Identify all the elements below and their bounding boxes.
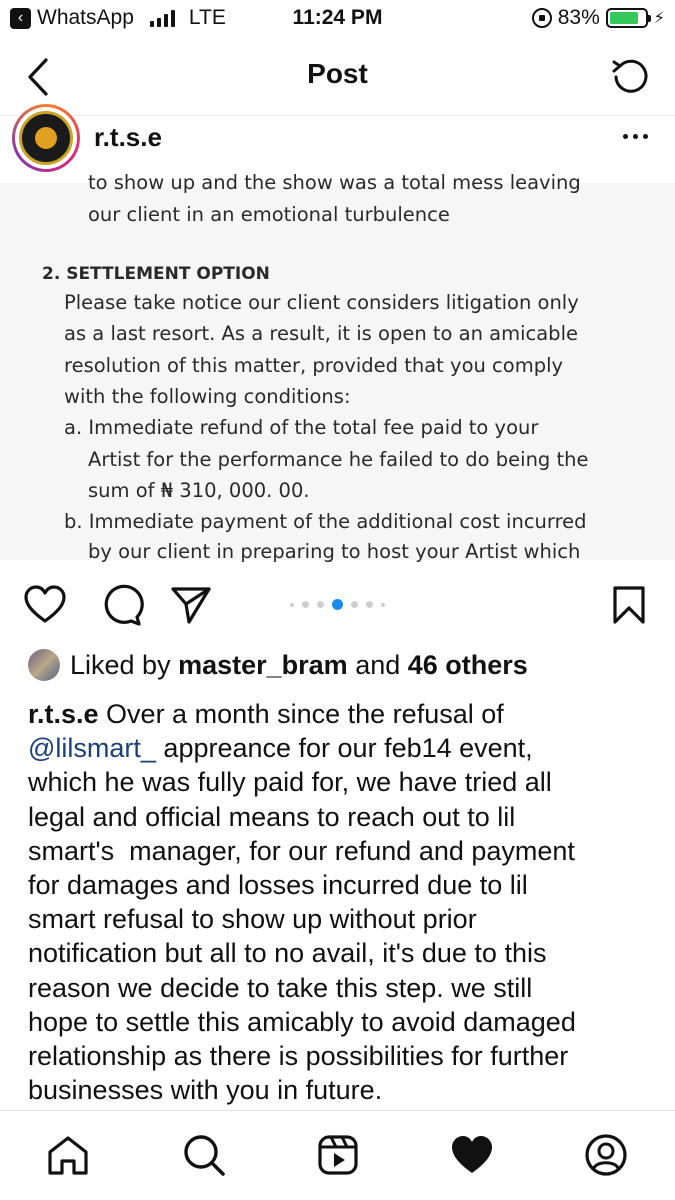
comment-button[interactable] [98, 582, 144, 628]
refresh-icon [610, 57, 650, 97]
orientation-lock-icon [532, 8, 552, 28]
back-app-label: WhatsApp [37, 6, 134, 29]
carousel-dot [381, 603, 385, 607]
chevron-left-icon [26, 57, 50, 97]
caption-line: smart's manager, for our refund and payment [28, 835, 575, 866]
comment-icon [100, 584, 142, 626]
caption-line: businesses with you in future. [28, 1075, 383, 1106]
more-dots-icon [623, 134, 628, 139]
caption-line: notification but all to no avail, it's due to this [28, 938, 547, 969]
liker-avatar [28, 649, 60, 681]
carousel-dot [317, 601, 324, 608]
doc-line: sum of ₦ 310, 000. 00. [88, 479, 310, 502]
caption-line: legal and official means to reach out to lil [28, 801, 516, 832]
bottom-tab-bar [0, 1110, 675, 1200]
nav-header [0, 40, 675, 115]
doc-line: by our client in preparing to host your Artist which [88, 540, 581, 563]
battery-fill [610, 12, 638, 24]
caption-line: which he was fully paid for, we have tried all [28, 767, 552, 798]
status-right [532, 6, 665, 30]
likes-summary[interactable] [28, 645, 528, 685]
bookmark-icon [611, 585, 647, 625]
account-logo-icon [19, 111, 73, 165]
save-button[interactable] [606, 582, 652, 628]
more-options-button[interactable] [615, 118, 655, 154]
share-button[interactable] [168, 582, 214, 628]
doc-line: resolution of this matter, provided that you comply [64, 354, 564, 377]
post-caption [28, 697, 653, 1107]
like-button[interactable] [22, 582, 68, 628]
carousel-dot [302, 601, 309, 608]
likes-prefix: Liked by [70, 649, 171, 680]
status-left[interactable] [10, 6, 226, 30]
doc-line: b. Immediate payment of the additional cost incurred [64, 510, 587, 533]
carousel-dot [366, 601, 373, 608]
doc-line: with the following conditions: [64, 385, 351, 408]
page-title: Post [307, 58, 368, 89]
battery-icon [606, 8, 648, 28]
signal-strength-icon [150, 9, 175, 27]
doc-line: as a last resort. As a result, it is open to an amicable [64, 322, 578, 345]
post-image[interactable] [0, 171, 675, 563]
search-icon [182, 1133, 226, 1177]
caption-text: appreance for our feb14 event, [155, 733, 533, 764]
send-icon [170, 585, 212, 625]
doc-line: our client in an emotional turbulence [88, 203, 450, 226]
caption-line: smart refusal to show up without prior [28, 904, 477, 935]
post-action-bar [0, 570, 675, 636]
doc-line: a. Immediate refund of the total fee paid to your [64, 416, 539, 439]
story-ring [12, 104, 80, 172]
avatar[interactable] [12, 116, 82, 171]
carousel-dot-active [332, 599, 343, 610]
activity-heart-icon [449, 1135, 495, 1175]
tab-profile[interactable] [582, 1131, 630, 1179]
liker-username[interactable]: master_bram [178, 649, 348, 680]
caption-text: Over a month since the refusal of [98, 699, 504, 729]
profile-icon [584, 1133, 628, 1177]
caption-line: for damages and losses incurred due to lil [28, 870, 528, 901]
doc-line: Please take notice our client considers litigation only [64, 291, 579, 314]
back-button[interactable] [18, 52, 58, 102]
caption-line [28, 697, 653, 731]
likes-others[interactable]: 46 others [407, 649, 528, 680]
back-arrow-icon: ‹ [10, 8, 31, 29]
caption-line [28, 731, 653, 765]
tab-home[interactable] [44, 1131, 92, 1179]
caption-mention[interactable]: @lilsmart_ [28, 733, 156, 764]
home-icon [46, 1134, 90, 1176]
doc-line: to show up and the show was a total mess leaving [88, 171, 581, 194]
doc-line: Artist for the performance he failed to do being the [88, 448, 589, 471]
caption-username[interactable]: r.t.s.e [28, 699, 99, 729]
tab-activity[interactable] [448, 1131, 496, 1179]
caption-line: relationship as there is possibilities for further [28, 1041, 569, 1072]
post-username[interactable]: r.t.s.e [94, 122, 162, 152]
carousel-dot [351, 601, 358, 608]
network-type: LTE [188, 6, 226, 29]
refresh-button[interactable] [605, 52, 655, 102]
carousel-dot [290, 603, 294, 607]
caption-line: hope to settle this amicably to avoid damaged [28, 1006, 576, 1037]
doc-heading: 2. SETTLEMENT OPTION [42, 264, 270, 284]
status-time: 11:24 PM [292, 6, 383, 29]
battery-percent: 83% [557, 6, 600, 29]
charging-bolt-icon: ⚡ [653, 10, 665, 27]
likes-middle: and [347, 649, 408, 680]
heart-icon [23, 585, 67, 625]
caption-line: reason we decide to take this step. we still [28, 972, 533, 1003]
reels-icon [317, 1134, 359, 1176]
tab-search[interactable] [180, 1131, 228, 1179]
tab-reels[interactable] [314, 1131, 362, 1179]
status-bar [0, 0, 675, 40]
